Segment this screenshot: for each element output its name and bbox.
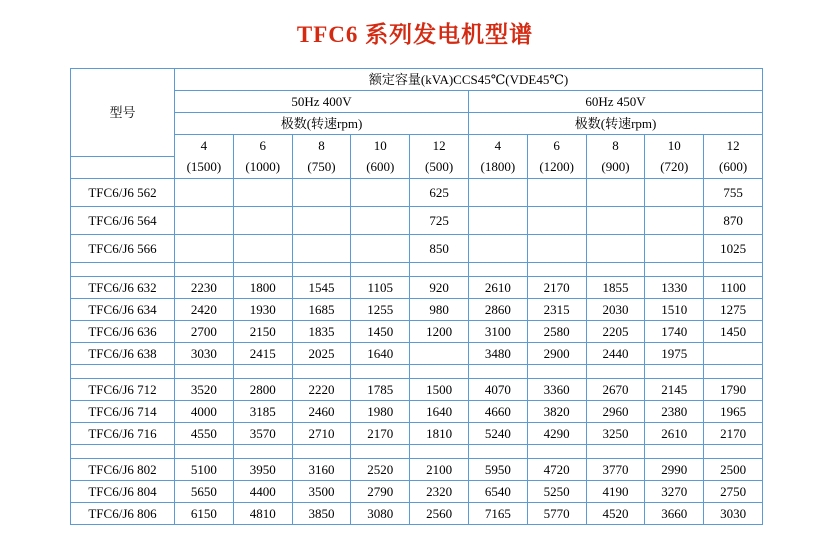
header-model-continuation bbox=[71, 156, 175, 178]
cell-capacity-50hz: 1800 bbox=[233, 276, 292, 298]
spacer-cell bbox=[71, 262, 175, 276]
spacer-cell bbox=[645, 364, 704, 378]
cell-capacity-50hz: 2150 bbox=[233, 320, 292, 342]
cell-capacity-60hz: 1740 bbox=[645, 320, 704, 342]
cell-capacity-50hz: 2220 bbox=[292, 378, 351, 400]
header-pole-number: 10 bbox=[351, 135, 410, 157]
header-pole-number: 8 bbox=[292, 135, 351, 157]
cell-capacity-60hz: 5250 bbox=[527, 480, 586, 502]
cell-capacity-60hz: 2990 bbox=[645, 458, 704, 480]
cell-capacity-50hz: 1500 bbox=[410, 378, 469, 400]
table-row bbox=[71, 480, 763, 502]
header-pole-number: 4 bbox=[468, 135, 527, 157]
cell-capacity-60hz bbox=[586, 178, 645, 206]
header-pole-number: 6 bbox=[233, 135, 292, 157]
table-row bbox=[71, 206, 763, 234]
cell-capacity-60hz bbox=[645, 206, 704, 234]
cell-capacity-60hz: 2900 bbox=[527, 342, 586, 364]
cell-capacity-60hz: 1330 bbox=[645, 276, 704, 298]
cell-capacity-50hz: 6150 bbox=[175, 502, 234, 524]
cell-capacity-50hz: 2710 bbox=[292, 422, 351, 444]
spacer-cell bbox=[292, 364, 351, 378]
table-row bbox=[71, 234, 763, 262]
table-row bbox=[71, 378, 763, 400]
cell-capacity-50hz: 2420 bbox=[175, 298, 234, 320]
header-row-poles-label bbox=[71, 113, 763, 135]
spacer-cell bbox=[351, 364, 410, 378]
cell-capacity-60hz: 6540 bbox=[468, 480, 527, 502]
cell-capacity-50hz: 1785 bbox=[351, 378, 410, 400]
cell-capacity-50hz bbox=[233, 234, 292, 262]
spacer-cell bbox=[233, 444, 292, 458]
header-pole-number: 6 bbox=[527, 135, 586, 157]
cell-capacity-60hz: 1965 bbox=[704, 400, 763, 422]
table-row bbox=[71, 422, 763, 444]
cell-capacity-60hz: 3480 bbox=[468, 342, 527, 364]
cell-capacity-50hz bbox=[292, 206, 351, 234]
cell-capacity-50hz: 920 bbox=[410, 276, 469, 298]
spacer-cell bbox=[586, 262, 645, 276]
header-pole-rpm: (750) bbox=[292, 156, 351, 178]
cell-capacity-60hz: 4520 bbox=[586, 502, 645, 524]
cell-capacity-50hz: 5650 bbox=[175, 480, 234, 502]
spacer-cell bbox=[175, 364, 234, 378]
cell-capacity-50hz: 2560 bbox=[410, 502, 469, 524]
table-row bbox=[71, 502, 763, 524]
cell-capacity-50hz bbox=[175, 234, 234, 262]
spacer-cell bbox=[468, 364, 527, 378]
cell-capacity-60hz: 2170 bbox=[704, 422, 763, 444]
cell-capacity-50hz: 3850 bbox=[292, 502, 351, 524]
table-row bbox=[71, 178, 763, 206]
header-pole-rpm: (600) bbox=[351, 156, 410, 178]
header-capacity: 额定容量(kVA)CCS45℃(VDE45℃) bbox=[175, 69, 763, 91]
cell-capacity-60hz: 2750 bbox=[704, 480, 763, 502]
table-row bbox=[71, 342, 763, 364]
cell-capacity-60hz: 2670 bbox=[586, 378, 645, 400]
cell-capacity-50hz: 2100 bbox=[410, 458, 469, 480]
cell-model: TFC6/J6 806 bbox=[71, 502, 175, 524]
spacer-cell bbox=[71, 364, 175, 378]
cell-capacity-60hz: 1025 bbox=[704, 234, 763, 262]
cell-capacity-50hz bbox=[175, 178, 234, 206]
cell-capacity-50hz: 4400 bbox=[233, 480, 292, 502]
cell-capacity-50hz: 1640 bbox=[410, 400, 469, 422]
spacer-cell bbox=[175, 444, 234, 458]
cell-capacity-50hz: 1255 bbox=[351, 298, 410, 320]
spacer-cell bbox=[704, 364, 763, 378]
cell-capacity-60hz: 1450 bbox=[704, 320, 763, 342]
cell-capacity-50hz: 850 bbox=[410, 234, 469, 262]
cell-capacity-50hz: 4000 bbox=[175, 400, 234, 422]
cell-capacity-50hz: 1105 bbox=[351, 276, 410, 298]
table-spacer-row bbox=[71, 262, 763, 276]
cell-model: TFC6/J6 638 bbox=[71, 342, 175, 364]
header-pole-rpm: (1200) bbox=[527, 156, 586, 178]
cell-capacity-60hz bbox=[468, 206, 527, 234]
spacer-cell bbox=[645, 262, 704, 276]
cell-capacity-50hz: 3030 bbox=[175, 342, 234, 364]
cell-capacity-60hz: 4290 bbox=[527, 422, 586, 444]
spacer-cell bbox=[527, 444, 586, 458]
cell-capacity-60hz: 2030 bbox=[586, 298, 645, 320]
header-pole-rpm: (1800) bbox=[468, 156, 527, 178]
page-title: TFC6 系列发电机型谱 bbox=[296, 22, 534, 47]
header-pole-number: 4 bbox=[175, 135, 234, 157]
cell-capacity-60hz bbox=[468, 178, 527, 206]
spacer-cell bbox=[410, 262, 469, 276]
cell-capacity-50hz: 3570 bbox=[233, 422, 292, 444]
cell-capacity-60hz bbox=[468, 234, 527, 262]
cell-capacity-60hz: 3770 bbox=[586, 458, 645, 480]
cell-capacity-60hz: 2580 bbox=[527, 320, 586, 342]
cell-capacity-60hz: 5240 bbox=[468, 422, 527, 444]
header-frequency-60hz: 60Hz 450V bbox=[468, 91, 762, 113]
spacer-cell bbox=[704, 444, 763, 458]
cell-capacity-60hz: 5770 bbox=[527, 502, 586, 524]
cell-capacity-50hz bbox=[233, 178, 292, 206]
cell-capacity-50hz: 2230 bbox=[175, 276, 234, 298]
cell-capacity-50hz: 1835 bbox=[292, 320, 351, 342]
cell-capacity-50hz bbox=[233, 206, 292, 234]
cell-capacity-50hz: 3950 bbox=[233, 458, 292, 480]
cell-capacity-60hz: 2205 bbox=[586, 320, 645, 342]
header-frequency-50hz: 50Hz 400V bbox=[175, 91, 469, 113]
cell-capacity-60hz bbox=[527, 206, 586, 234]
spacer-cell bbox=[586, 364, 645, 378]
cell-capacity-50hz: 2800 bbox=[233, 378, 292, 400]
header-poles-label-60hz: 极数(转速rpm) bbox=[468, 113, 762, 135]
cell-capacity-60hz: 2610 bbox=[468, 276, 527, 298]
cell-capacity-50hz: 1545 bbox=[292, 276, 351, 298]
cell-capacity-60hz: 4660 bbox=[468, 400, 527, 422]
cell-capacity-60hz: 2315 bbox=[527, 298, 586, 320]
cell-capacity-60hz: 2860 bbox=[468, 298, 527, 320]
cell-capacity-50hz bbox=[351, 178, 410, 206]
cell-capacity-50hz bbox=[292, 178, 351, 206]
cell-capacity-50hz: 2170 bbox=[351, 422, 410, 444]
cell-model: TFC6/J6 802 bbox=[71, 458, 175, 480]
cell-capacity-50hz: 2790 bbox=[351, 480, 410, 502]
table-spacer-row bbox=[71, 444, 763, 458]
header-pole-number: 8 bbox=[586, 135, 645, 157]
spacer-cell bbox=[351, 262, 410, 276]
cell-capacity-50hz: 625 bbox=[410, 178, 469, 206]
cell-capacity-60hz: 1510 bbox=[645, 298, 704, 320]
cell-capacity-50hz: 2520 bbox=[351, 458, 410, 480]
cell-capacity-50hz: 3160 bbox=[292, 458, 351, 480]
spacer-cell bbox=[233, 262, 292, 276]
cell-model: TFC6/J6 634 bbox=[71, 298, 175, 320]
header-row-frequency bbox=[71, 91, 763, 113]
spacer-cell bbox=[704, 262, 763, 276]
cell-capacity-60hz bbox=[527, 234, 586, 262]
cell-capacity-50hz: 2320 bbox=[410, 480, 469, 502]
spacer-cell bbox=[527, 262, 586, 276]
cell-capacity-50hz: 1685 bbox=[292, 298, 351, 320]
table-row bbox=[71, 320, 763, 342]
cell-capacity-60hz: 2610 bbox=[645, 422, 704, 444]
cell-capacity-50hz bbox=[292, 234, 351, 262]
header-pole-rpm: (500) bbox=[410, 156, 469, 178]
cell-model: TFC6/J6 714 bbox=[71, 400, 175, 422]
table-row bbox=[71, 458, 763, 480]
cell-capacity-50hz: 1810 bbox=[410, 422, 469, 444]
table-row bbox=[71, 400, 763, 422]
header-poles-label-50hz: 极数(转速rpm) bbox=[175, 113, 469, 135]
header-row-pole-rpm bbox=[71, 156, 763, 178]
cell-capacity-50hz: 2025 bbox=[292, 342, 351, 364]
header-row-capacity bbox=[71, 69, 763, 91]
cell-capacity-60hz bbox=[704, 342, 763, 364]
cell-capacity-50hz bbox=[175, 206, 234, 234]
header-pole-number: 12 bbox=[410, 135, 469, 157]
spacer-cell bbox=[468, 444, 527, 458]
cell-model: TFC6/J6 712 bbox=[71, 378, 175, 400]
cell-capacity-50hz: 3520 bbox=[175, 378, 234, 400]
spacer-cell bbox=[527, 364, 586, 378]
cell-capacity-60hz: 1975 bbox=[645, 342, 704, 364]
cell-capacity-50hz: 2415 bbox=[233, 342, 292, 364]
header-pole-rpm: (600) bbox=[704, 156, 763, 178]
cell-capacity-60hz: 4190 bbox=[586, 480, 645, 502]
spacer-cell bbox=[71, 444, 175, 458]
cell-model: TFC6/J6 562 bbox=[71, 178, 175, 206]
cell-capacity-50hz: 4550 bbox=[175, 422, 234, 444]
cell-capacity-50hz: 1980 bbox=[351, 400, 410, 422]
cell-capacity-50hz: 3080 bbox=[351, 502, 410, 524]
cell-capacity-60hz: 2145 bbox=[645, 378, 704, 400]
cell-model: TFC6/J6 636 bbox=[71, 320, 175, 342]
cell-capacity-50hz: 5100 bbox=[175, 458, 234, 480]
cell-capacity-50hz: 2700 bbox=[175, 320, 234, 342]
header-pole-rpm: (720) bbox=[645, 156, 704, 178]
cell-capacity-60hz: 3100 bbox=[468, 320, 527, 342]
cell-capacity-50hz bbox=[351, 206, 410, 234]
cell-capacity-60hz: 3030 bbox=[704, 502, 763, 524]
cell-model: TFC6/J6 566 bbox=[71, 234, 175, 262]
cell-capacity-50hz: 1640 bbox=[351, 342, 410, 364]
cell-capacity-60hz: 2380 bbox=[645, 400, 704, 422]
cell-capacity-60hz: 870 bbox=[704, 206, 763, 234]
cell-model: TFC6/J6 564 bbox=[71, 206, 175, 234]
cell-capacity-60hz: 1100 bbox=[704, 276, 763, 298]
header-model: 型号 bbox=[71, 69, 175, 157]
spacer-cell bbox=[645, 444, 704, 458]
spacer-cell bbox=[586, 444, 645, 458]
cell-capacity-50hz: 2460 bbox=[292, 400, 351, 422]
cell-capacity-60hz: 2170 bbox=[527, 276, 586, 298]
cell-capacity-60hz bbox=[586, 206, 645, 234]
cell-capacity-60hz: 1790 bbox=[704, 378, 763, 400]
spacer-cell bbox=[175, 262, 234, 276]
header-pole-number: 12 bbox=[704, 135, 763, 157]
cell-capacity-60hz: 2960 bbox=[586, 400, 645, 422]
table-spacer-row bbox=[71, 364, 763, 378]
spacer-cell bbox=[233, 364, 292, 378]
spec-table-container bbox=[70, 68, 762, 525]
cell-capacity-50hz: 1930 bbox=[233, 298, 292, 320]
cell-model: TFC6/J6 804 bbox=[71, 480, 175, 502]
cell-capacity-60hz: 5950 bbox=[468, 458, 527, 480]
cell-capacity-60hz: 4070 bbox=[468, 378, 527, 400]
header-pole-rpm: (1500) bbox=[175, 156, 234, 178]
cell-capacity-60hz bbox=[527, 178, 586, 206]
cell-capacity-60hz: 4720 bbox=[527, 458, 586, 480]
header-pole-rpm: (1000) bbox=[233, 156, 292, 178]
spacer-cell bbox=[351, 444, 410, 458]
cell-capacity-50hz bbox=[351, 234, 410, 262]
cell-capacity-50hz: 725 bbox=[410, 206, 469, 234]
cell-capacity-50hz: 1200 bbox=[410, 320, 469, 342]
cell-capacity-60hz: 1855 bbox=[586, 276, 645, 298]
cell-capacity-50hz: 3185 bbox=[233, 400, 292, 422]
header-row-pole-numbers bbox=[71, 135, 763, 157]
cell-capacity-60hz bbox=[645, 234, 704, 262]
cell-model: TFC6/J6 716 bbox=[71, 422, 175, 444]
table-row bbox=[71, 298, 763, 320]
header-pole-rpm: (900) bbox=[586, 156, 645, 178]
spacer-cell bbox=[410, 444, 469, 458]
cell-capacity-50hz: 980 bbox=[410, 298, 469, 320]
cell-capacity-60hz: 3660 bbox=[645, 502, 704, 524]
cell-capacity-60hz: 755 bbox=[704, 178, 763, 206]
cell-capacity-60hz: 3360 bbox=[527, 378, 586, 400]
spacer-cell bbox=[468, 262, 527, 276]
cell-capacity-60hz bbox=[586, 234, 645, 262]
spacer-cell bbox=[292, 262, 351, 276]
cell-capacity-50hz: 4810 bbox=[233, 502, 292, 524]
cell-capacity-60hz bbox=[645, 178, 704, 206]
cell-capacity-60hz: 2500 bbox=[704, 458, 763, 480]
cell-capacity-60hz: 3820 bbox=[527, 400, 586, 422]
cell-capacity-50hz: 3500 bbox=[292, 480, 351, 502]
cell-capacity-60hz: 3250 bbox=[586, 422, 645, 444]
cell-capacity-50hz bbox=[410, 342, 469, 364]
header-pole-number: 10 bbox=[645, 135, 704, 157]
generator-spec-table bbox=[70, 68, 763, 525]
table-row bbox=[71, 276, 763, 298]
spacer-cell bbox=[292, 444, 351, 458]
cell-capacity-60hz: 1275 bbox=[704, 298, 763, 320]
cell-model: TFC6/J6 632 bbox=[71, 276, 175, 298]
cell-capacity-60hz: 7165 bbox=[468, 502, 527, 524]
cell-capacity-60hz: 3270 bbox=[645, 480, 704, 502]
cell-capacity-60hz: 2440 bbox=[586, 342, 645, 364]
cell-capacity-50hz: 1450 bbox=[351, 320, 410, 342]
spacer-cell bbox=[410, 364, 469, 378]
